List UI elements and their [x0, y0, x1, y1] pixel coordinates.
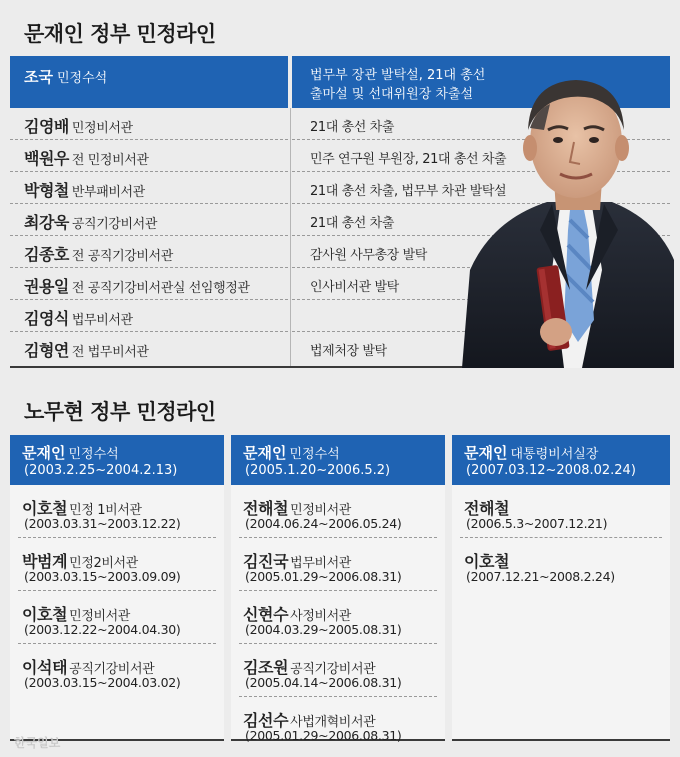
column-chief-of-staff — [452, 435, 670, 741]
list-item: 신현수 사정비서관 (2004.03.29~2005.08.31) — [231, 591, 445, 644]
table-row: 권용일 전 공직기강비서관실 선임행정관 인사비서관 발탁 — [10, 268, 670, 300]
list-item: 이호철 (2007.12.21~2008.2.24) — [464, 552, 615, 584]
list-item: 전해철 (2006.5.3~2007.12.21) — [452, 485, 670, 538]
column-first-term — [10, 435, 224, 741]
table-row: 최강욱 공직기강비서관 21대 총선 차출 — [10, 204, 670, 236]
header-career-line1: 법무부 장관 발탁설, 21대 총선 — [310, 68, 486, 83]
header-career-line2: 출마설 및 선대위원장 차출설 — [310, 87, 474, 102]
column-header: 문재인 민정수석 (2005.1.20~2006.5.2) — [231, 435, 445, 485]
list-item: 전해철 민정비서관 (2004.06.24~2006.05.24) — [231, 485, 445, 538]
column-header: 문재인 민정수석 (2003.2.25~2004.2.13) — [10, 435, 224, 485]
list-item: 이호철 민정비서관 (2003.12.22~2004.04.30) — [10, 591, 224, 644]
list-item: 김진국 법무비서관 (2005.01.29~2006.08.31) — [231, 538, 445, 591]
list-item: 이호철 민정 1비서관 (2003.03.31~2003.12.22) — [10, 485, 224, 538]
table-row: 김형연 전 법무비서관 법제처장 발탁 — [24, 341, 387, 360]
table-row: 김영식 법무비서관 — [10, 300, 670, 332]
publisher-watermark: 한국일보 — [14, 736, 61, 750]
list-item: 김조원 공직기강비서관 (2005.04.14~2006.08.31) — [231, 644, 445, 697]
portrait-photo — [452, 70, 674, 368]
list-item: 박범계 민정2비서관 (2003.03.15~2003.09.09) — [10, 538, 224, 591]
list-item: 이석태 공직기강비서관 (2003.03.15~2004.03.02) — [22, 658, 181, 690]
table-row: 김영배 민정비서관 21대 총선 차출 — [10, 108, 670, 140]
table-row: 김종호 전 공직기강비서관 감사원 사무총장 발탁 — [10, 236, 670, 268]
table-row: 박형철 반부패비서관 21대 총선 차출, 법무부 차관 발탁설 — [10, 172, 670, 204]
section-title-moon-government: 문재인 정부 민정라인 — [24, 22, 216, 46]
header-cho-kuk — [10, 56, 288, 108]
section-title-roh-government: 노무현 정부 민정라인 — [24, 400, 216, 424]
column-second-term — [231, 435, 445, 741]
list-item: 김선수 사법개혁비서관 (2005.01.29~2006.08.31) — [243, 711, 402, 743]
table-row: 백원우 전 민정비서관 민주 연구원 부원장, 21대 총선 차출 — [10, 140, 670, 172]
header-name: 조국 민정수석 — [24, 68, 108, 86]
column-header: 문재인 대통령비서실장 (2007.03.12~2008.02.24) — [452, 435, 670, 485]
